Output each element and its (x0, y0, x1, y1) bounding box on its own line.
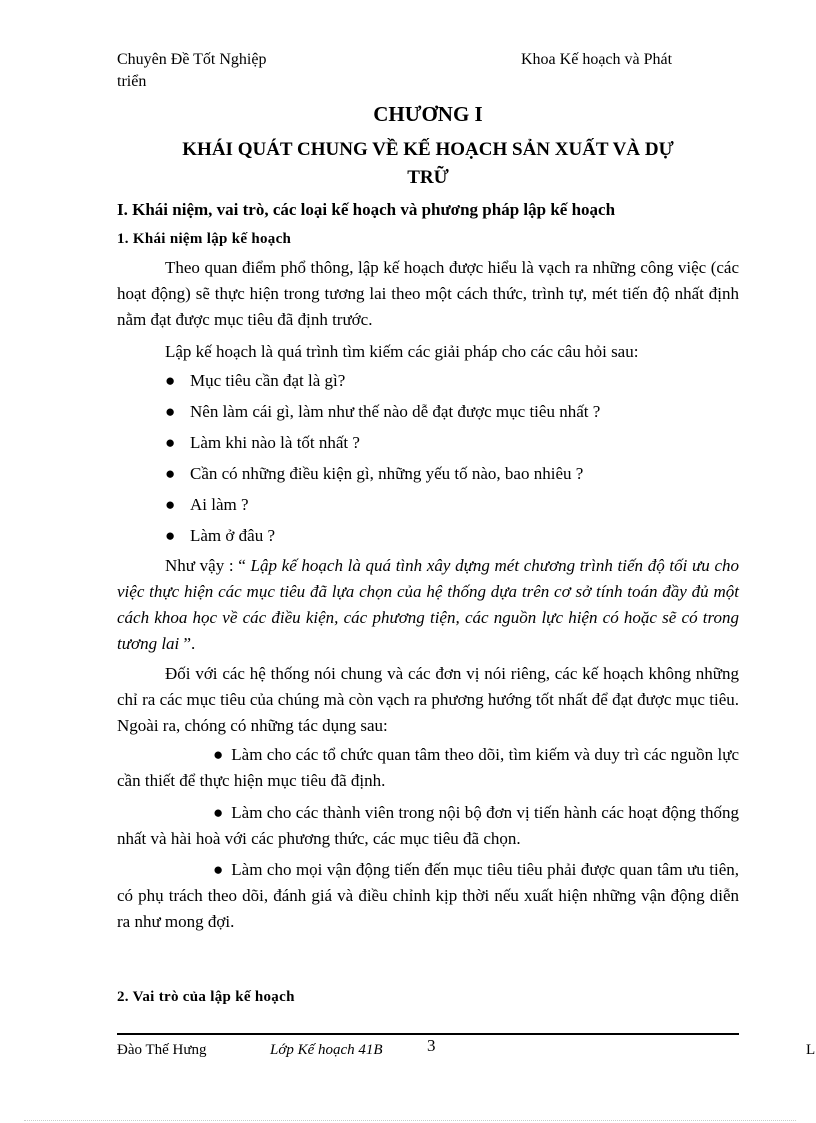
header-left: Chuyên Đề Tốt Nghiệp (117, 51, 267, 68)
definition-close: ”. (179, 634, 196, 653)
bullet-icon: ● (213, 745, 224, 764)
page-number: 3 (427, 1036, 436, 1055)
effect-text: Làm cho các thành viên trong nội bộ đơn vị tiến hành các hoạt động thống nhất và hài hoà với các phương thức, các mục tiêu đã chọn. (117, 803, 739, 848)
question-item (165, 525, 275, 547)
bullet-icon: ● (165, 495, 176, 514)
question-item (165, 494, 249, 516)
chapter-title: CHƯƠNG I (373, 102, 483, 126)
bullet-icon: ● (165, 526, 176, 545)
header-right: Khoa Kế hoạch và Phát (521, 51, 673, 68)
definition-lead: Như vậy : “ (165, 556, 246, 575)
bullet-icon: ● (165, 371, 176, 390)
section-heading: I. Khái niệm, vai trò, các loại kế hoạch và phương pháp lập kế hoạch (117, 200, 616, 219)
page-break-divider (24, 1120, 796, 1121)
question-text: Làm khi nào là tốt nhất ? (190, 433, 360, 452)
bullet-icon: ● (165, 402, 176, 421)
subsection-heading-1: 1. Khái niệm lập kế hoạch (117, 231, 292, 247)
effect-item (117, 742, 739, 794)
effect-item (117, 800, 739, 852)
effect-text: Làm cho các tổ chức quan tâm theo dõi, tìm kiếm và duy trì các nguồn lực cần thiết để thực hiện mục tiêu đã định. (117, 745, 739, 790)
paragraph-definition-common: Theo quan điểm phổ thông, lập kế hoạch được hiểu là vạch ra những công việc (các hoạt động) sẽ thực hiện trong tương lai theo một cách thức, trình tự, mét tiến độ nhất định nằm đạt được mục tiêu đã định trước. (117, 258, 739, 329)
bullet-icon: ● (213, 860, 224, 879)
question-text: Ai làm ? (190, 495, 249, 514)
bullet-icon: ● (165, 464, 176, 483)
question-text: Làm ở đâu ? (190, 526, 275, 545)
footer-class: Lớp Kế hoạch 41B (270, 1042, 383, 1058)
bullet-icon: ● (213, 803, 224, 822)
question-item (165, 401, 600, 423)
question-item (165, 463, 583, 485)
footer-author: Đào Thế Hưng (117, 1042, 207, 1058)
effect-item (117, 857, 739, 935)
subsection-heading-2: 2. Vai trò của lập kế hoạch (117, 989, 295, 1005)
question-item (165, 370, 345, 392)
definition-quote: Lập kế hoạch là quá tình xây dựng mét chương trình tiến độ tối ưu cho việc thực hiện các mục tiêu đã lựa chọn của hệ thống dựa trên cơ sở tính toán đầy đủ một cách khoa học về các điều kiện, các phương tiện, các nguồn lực hiện có hoặc sẽ có trong tương lai (117, 556, 739, 653)
header-wrap: triển (117, 73, 147, 90)
effect-text: Làm cho mọi vận động tiến đến mục tiêu tiêu phải được quan tâm ưu tiên, có phụ trách theo dõi, đánh giá và điều chỉnh kịp thời nếu xuất hiện những vận động diễn ra như mong đợi. (117, 860, 739, 931)
footer-edge-text: L (806, 1042, 816, 1058)
paragraph-effects-intro: Đối với các hệ thống nói chung và các đơn vị nói riêng, các kế hoạch không những chỉ ra các mục tiêu của chúng mà còn vạch ra phương hướng tốt nhất để đạt được mục tiêu. Ngoài ra, chóng có những tác dụng sau: (117, 664, 739, 735)
paragraph-definition-formal (117, 553, 739, 657)
chapter-subtitle-line2: TRỮ (407, 167, 449, 188)
question-text: Cần có những điều kiện gì, những yếu tố nào, bao nhiêu ? (190, 464, 584, 483)
chapter-subtitle-line1: KHÁI QUÁT CHUNG VỀ KẾ HOẠCH SẢN XUẤT VÀ DỰ (182, 139, 674, 160)
paragraph-questions-intro: Lập kế hoạch là quá trình tìm kiếm các giải pháp cho các câu hỏi sau: (165, 342, 639, 361)
question-item (165, 432, 360, 454)
bullet-icon: ● (165, 433, 176, 452)
question-text: Mục tiêu cần đạt là gì? (190, 371, 346, 390)
question-text: Nên làm cái gì, làm như thế nào dễ đạt được mục tiêu nhất ? (190, 402, 601, 421)
footer-divider (117, 1033, 739, 1035)
